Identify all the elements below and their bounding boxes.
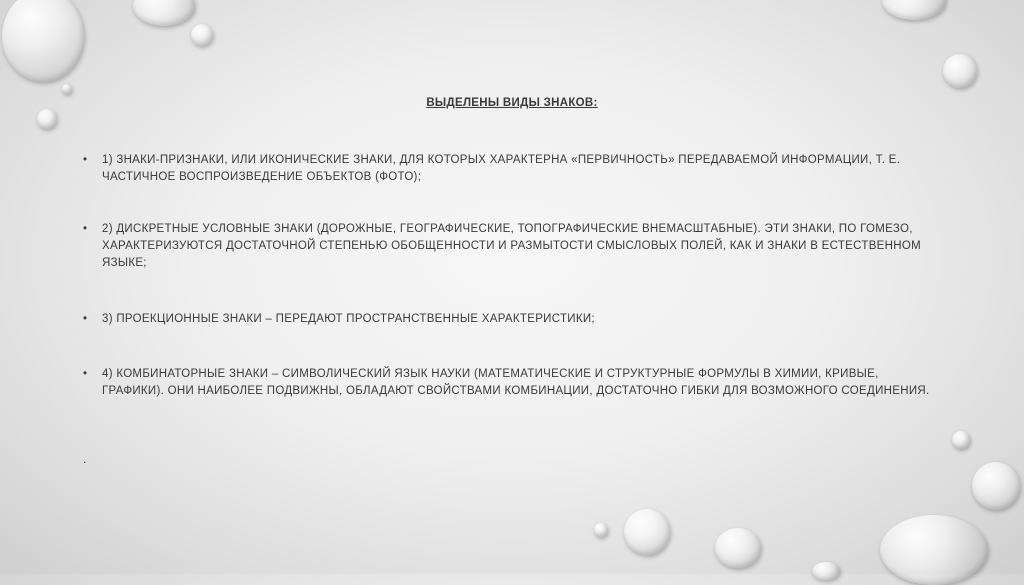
water-drop-decoration xyxy=(62,84,72,94)
bullet-icon: • xyxy=(83,313,88,325)
bullet-icon: • xyxy=(83,368,88,380)
water-drop-decoration xyxy=(882,0,946,20)
bullet-icon: • xyxy=(83,154,88,166)
list-item xyxy=(83,152,933,186)
water-drop-decoration xyxy=(952,431,970,449)
list-item-text: 1) ЗНАКИ-ПРИЗНАКИ, ИЛИ ИКОНИЧЕСКИЕ ЗНАКИ, ДЛЯ КОТОРЫХ ХАРАКТЕРНА «ПЕРВИЧНОСТЬ» ПЕРЕДАВАЕМОЙ ИНФОРМАЦИИ, Т. Е. ЧАСТИЧНОЕ ВОСПРОИЗВЕДЕНИЕ ОБЪЕКТОВ (ФОТО); xyxy=(102,154,901,183)
list-item-text: 2) ДИСКРЕТНЫЕ УСЛОВНЫЕ ЗНАКИ (ДОРОЖНЫЕ, ГЕОГРАФИЧЕСКИЕ, ТОПОГРАФИЧЕСКИЕ ВНЕМАСШТАБНЫЕ). ЭТИ ЗНАКИ, ПО ГОМЕЗО, ХАРАКТЕРИЗУЮТСЯ ДОСТАТОЧНОЙ СТЕПЕНЬЮ ОБОБЩЕННОСТИ И РАЗМЫТОСТИ СМЫСЛОВЫХ ПОЛЕЙ, КАК И ЗНАКИ В ЕСТЕСТВЕННОМ ЯЗЫКЕ; xyxy=(102,223,921,269)
water-drop-decoration xyxy=(37,109,57,129)
list-item xyxy=(83,366,933,400)
water-drop-decoration xyxy=(943,54,977,88)
water-drop-decoration xyxy=(880,515,988,585)
water-drop-decoration xyxy=(812,562,840,580)
slide-title: ВЫДЕЛЕНЫ ВИДЫ ЗНАКОВ: xyxy=(426,97,598,109)
water-drop-decoration xyxy=(2,0,84,82)
list-item-text: 3) ПРОЕКЦИОННЫЕ ЗНАКИ – ПЕРЕДАЮТ ПРОСТРАНСТВЕННЫЕ ХАРАКТЕРИСТИКИ; xyxy=(102,313,595,325)
water-drop-decoration xyxy=(972,462,1020,510)
bullet-icon: • xyxy=(83,223,88,235)
water-drop-decoration xyxy=(133,0,195,26)
trailing-mark: . xyxy=(83,452,87,466)
list-item xyxy=(83,221,933,272)
water-drop-decoration xyxy=(715,528,761,568)
list-item-text: 4) КОМБИНАТОРНЫЕ ЗНАКИ – СИМВОЛИЧЕСКИЙ ЯЗЫК НАУКИ (МАТЕМАТИЧЕСКИЕ И СТРУКТУРНЫЕ ФОРМУЛЫ В ХИМИИ, КРИВЫЕ, ГРАФИКИ). ОНИ НАИБОЛЕЕ ПОДВИЖНЫ, ОБЛАДАЮТ СВОЙСТВАМИ КОМБИНАЦИИ, ДОСТАТОЧНО ГИБКИ ДЛЯ ВОЗМОЖНОГО СОЕДИНЕНИЯ. xyxy=(102,368,930,397)
water-drop-decoration xyxy=(624,509,670,555)
list-item xyxy=(83,311,933,328)
water-drop-decoration xyxy=(594,523,608,537)
water-drop-decoration xyxy=(191,24,213,46)
